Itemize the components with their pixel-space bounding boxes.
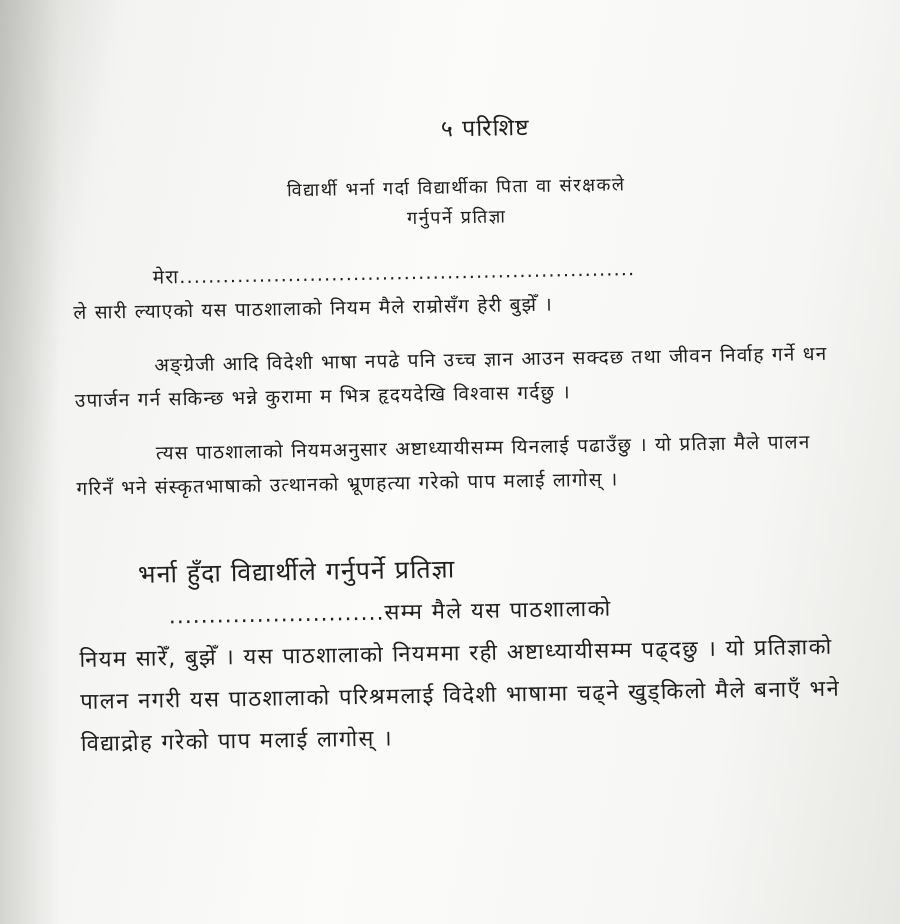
pledge2-title: भर्ना हुँदा विद्यार्थीले गर्नुपर्ने प्रतिज्ञा [137,554,456,589]
appendix-title: ५ परिशिष्ट [440,114,530,143]
document-content [70,105,851,766]
page-edge-shadow [0,0,60,924]
pledge1-paragraph3: त्यस पाठशालाको नियमअनुसार अष्टाध्यायीसम्म यिनलाई पढाउँछु । यो प्रतिज्ञा मैले पालन गरिनँ भने संस्कृतभाषाको उत्थानको भ्रूणहत्या गरेको पाप मलाई लागोस् । [76,431,811,500]
pledge1-title-line2: गर्नुपर्ने प्रतिज्ञा [406,206,507,230]
pledge2-blank-dots: ........................... [168,600,385,630]
pledge1-name-blank-line: मेरा............................................................... [152,258,636,289]
pledge1-paragraph2: अङ्ग्रेजी आदि विदेशी भाषा नपढे पनि उच्च ज्ञान आउन सक्दछ तथा जीवन निर्वाह गर्ने धन उपार्जन गर्न सकिन्छ भन्ने कुरामा म भित्र हृदयदेखि विश्वास गर्दछु । [74,342,828,412]
pledge1-paragraph1: ले सारी ल्याएको यस पाठशालाको नियम मैले राम्रोसँग हेरी बुझेँ । [73,293,554,324]
pledge2-first-line-text: सम्म मैले यस पाठशालाको [384,596,612,626]
pledge2-body: नियम सारेँ, बुझेँ । यस पाठशालाको नियममा रही अष्टाध्यायीसम्म पढ्दछु । यो प्रतिज्ञाको पालन नगरी यस पाठशालाको परिश्रमलाई विदेशी भाषामा चढ्ने खुड्किलो मैले बनाएँ भने विद्याद्रोह गरेको पाप मलाई लागोस् । [79,634,841,757]
pledge1-title-line1: विद्यार्थी भर्ना गर्दा विद्यार्थीका पिता वा संरक्षकले [286,174,626,202]
